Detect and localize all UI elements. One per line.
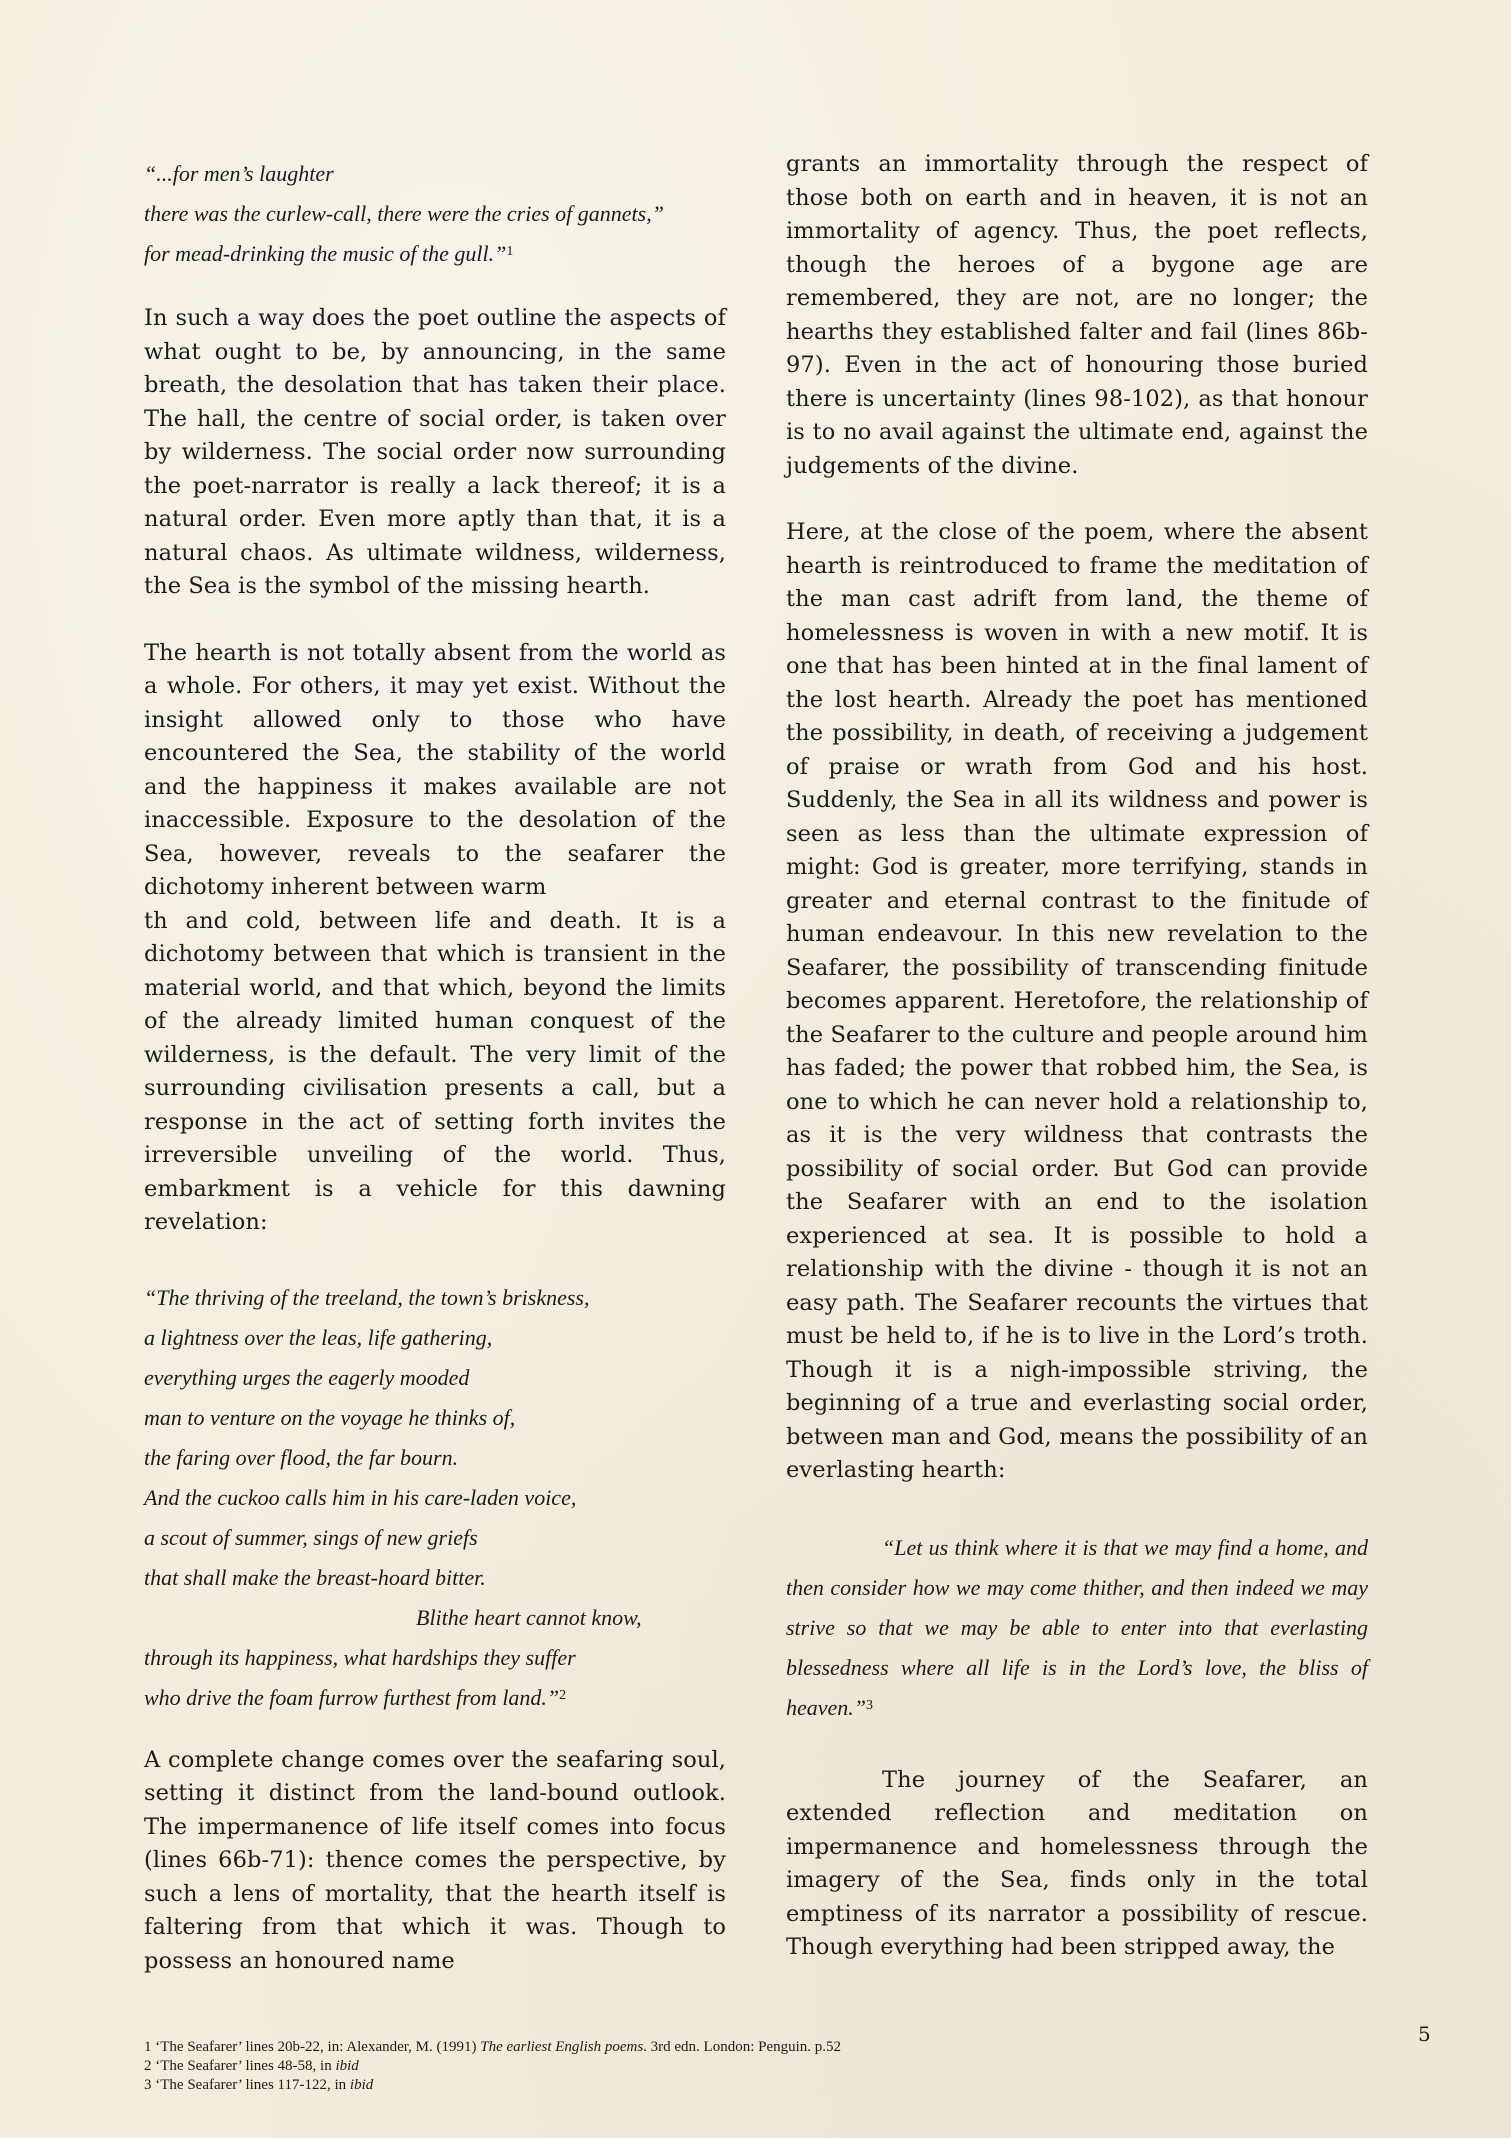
paragraph: In such a way does the poet outline the aspects of what ought to be, by announcing, in the same breath, the desolation that has taken their place. The hall, the centre of social order, is taken over by wilderness. The social order now surrounding the poet-narrator is really a lack thereof; it is a natural order. Even more aptly than that, it is a natural chaos. As ultimate wildness, wilderness, the Sea is the symbol of the missing hearth. xyxy=(144,305,726,599)
quote-seafarer-1 xyxy=(144,154,726,274)
footnotes xyxy=(144,2038,1044,2095)
quote-seafarer-2 xyxy=(144,1278,726,1718)
quote-line: “...for men’s laughter xyxy=(144,161,334,186)
footnote-2: 2 ‘The Seafarer’ lines 48-58, in ibid xyxy=(144,2058,359,2074)
footnote-ref-1[interactable]: 1 xyxy=(506,244,514,259)
right-column xyxy=(786,148,1368,1965)
paragraph-spaced: The journey of the Seafarer, an extended reflection and meditation on xyxy=(786,1766,1368,1826)
paragraph: The hearth is not totally absent from the world as a whole. For others, it may yet exist. Without the insight allowed only to those who have encountered the Sea, the stability of the world and the happiness it makes available are not inaccessible. Exposure to the desolation of the Sea, however, reveals to the seafarer the dichotomy inherent between warm xyxy=(144,639,726,900)
quote-text: “Let us think where it is that we may find a home, and then consider how we may come thither, and then indeed we may strive so that we may be able to enter into that everlasting blessedness where all life is in the Lord’s love, the bliss of heaven.”$^3$ xyxy=(786,1534,1368,1720)
quote-line: “The thriving of the treeland, the town’s briskness, xyxy=(144,1284,590,1310)
quote-line: man to venture on the voyage he thinks of, xyxy=(144,1404,516,1430)
quote-line: who drive the foam furrow furthest from land.”$^2$ xyxy=(144,1684,567,1710)
paragraph: impermanence and homelessness through the imagery of the Sea, finds only in the total emptiness of its narrator a possibility of rescue. Though everything had been stripped away, the xyxy=(786,1833,1368,1960)
paragraph: th and cold, between life and death. It is a dichotomy between that which is transient in the material world, and that which, beyond the limits of the already limited human conquest of the wilderness, is the default. The very limit of the surrounding civilisation presents a call, but a response in the act of setting forth invites the irreversible unveiling of the world. Thus, embarkment is a vehicle for this dawning revelation: xyxy=(144,907,726,1235)
left-column xyxy=(144,146,726,1978)
quote-line: there was the curlew-call, there were the cries of gannets,” xyxy=(144,201,664,226)
quote-line: the faring over flood, the far bourn. xyxy=(144,1444,459,1470)
quote-line: And the cuckoo calls him in his care-laden voice, xyxy=(144,1484,577,1510)
footnote-3: 3 ‘The Seafarer’ lines 117-122, in ibid xyxy=(144,2077,374,2093)
footnote-1: 1 ‘The Seafarer’ lines 20b-22, in: Alexander, M. (1991) The earliest English poems. 3rd edn. London: Penguin. p.52 xyxy=(144,2039,842,2055)
quote-line: a lightness over the leas, life gathering, xyxy=(144,1324,493,1350)
quote-line: through its happiness, what hardships they suffer xyxy=(144,1644,576,1670)
paragraph: Here, at the close of the poem, where the absent hearth is reintroduced to frame the meditation of the man cast adrift from land, the theme of homelessness is woven in with a new motif. It is one that has been hinted at in the final lament of the lost hearth. Already the poet has mentioned the possibility, in death, of receiving a judgement of praise or wrath from God and his host. Suddenly, the Sea in all its wildness and power is seen as less than the ultimate expression of might: God is greater, more terrifying, stands in greater and eternal contrast to the finitude of human endeavour. In this new revelation to the Seafarer, the possibility of transcending finitude becomes apparent. Heretofore, the relationship of the Seafarer to the culture and people around him has faded; the power that robbed him, the Sea, is one to which he can never hold a relationship to, as it is the very wildness that contrasts the possibility of social order. But God can provide the Seafarer with an end to the isolation experienced at sea. It is possible to hold a relationship with the divine - though it is not an easy path. The Seafarer recounts the virtues that must be held to, if he is to live in the Lord’s troth. Though it is a nigh-impossible striving, the beginning of a true and everlasting social order, between man and God, means the possibility of an everlasting hearth: xyxy=(786,519,1368,1483)
quote-line: Blithe heart cannot know, xyxy=(416,1604,642,1630)
page-number: 5 xyxy=(1418,2022,1431,2046)
quote-line: for mead-drinking the music of the gull.”$^1$ xyxy=(144,241,514,266)
paragraph: A complete change comes over the seafaring soul, setting it distinct from the land-bound outlook. The impermanence of life itself comes into focus (lines 66b-71): thence comes the perspective, by such a lens of mortality, that the hearth itself is faltering from that which it was. Though to possess an honoured name xyxy=(144,1746,726,1974)
quote-line: that shall make the breast-hoard bitter. xyxy=(144,1564,486,1590)
quote-line: everything urges the eagerly mooded xyxy=(144,1364,470,1390)
footnote-ref-2[interactable]: 2 xyxy=(559,1687,567,1703)
paragraph: grants an immortality through the respect of those both on earth and in heaven, it is not an immortality of agency. Thus, the poet reflects, though the heroes of a bygone age are remembered, they are not, are no longer; the hearths they established falter and fail (lines 86b-97). Even in the act of honouring those buried there is uncertainty (lines 98-102), as that honour is to no avail against the ultimate end, against the judgements of the divine. xyxy=(786,151,1368,479)
footnote-ref-3[interactable]: 3 xyxy=(866,1697,874,1713)
quote-seafarer-3 xyxy=(786,1528,1368,1728)
quote-line: a scout of summer, sings of new griefs xyxy=(144,1524,478,1550)
